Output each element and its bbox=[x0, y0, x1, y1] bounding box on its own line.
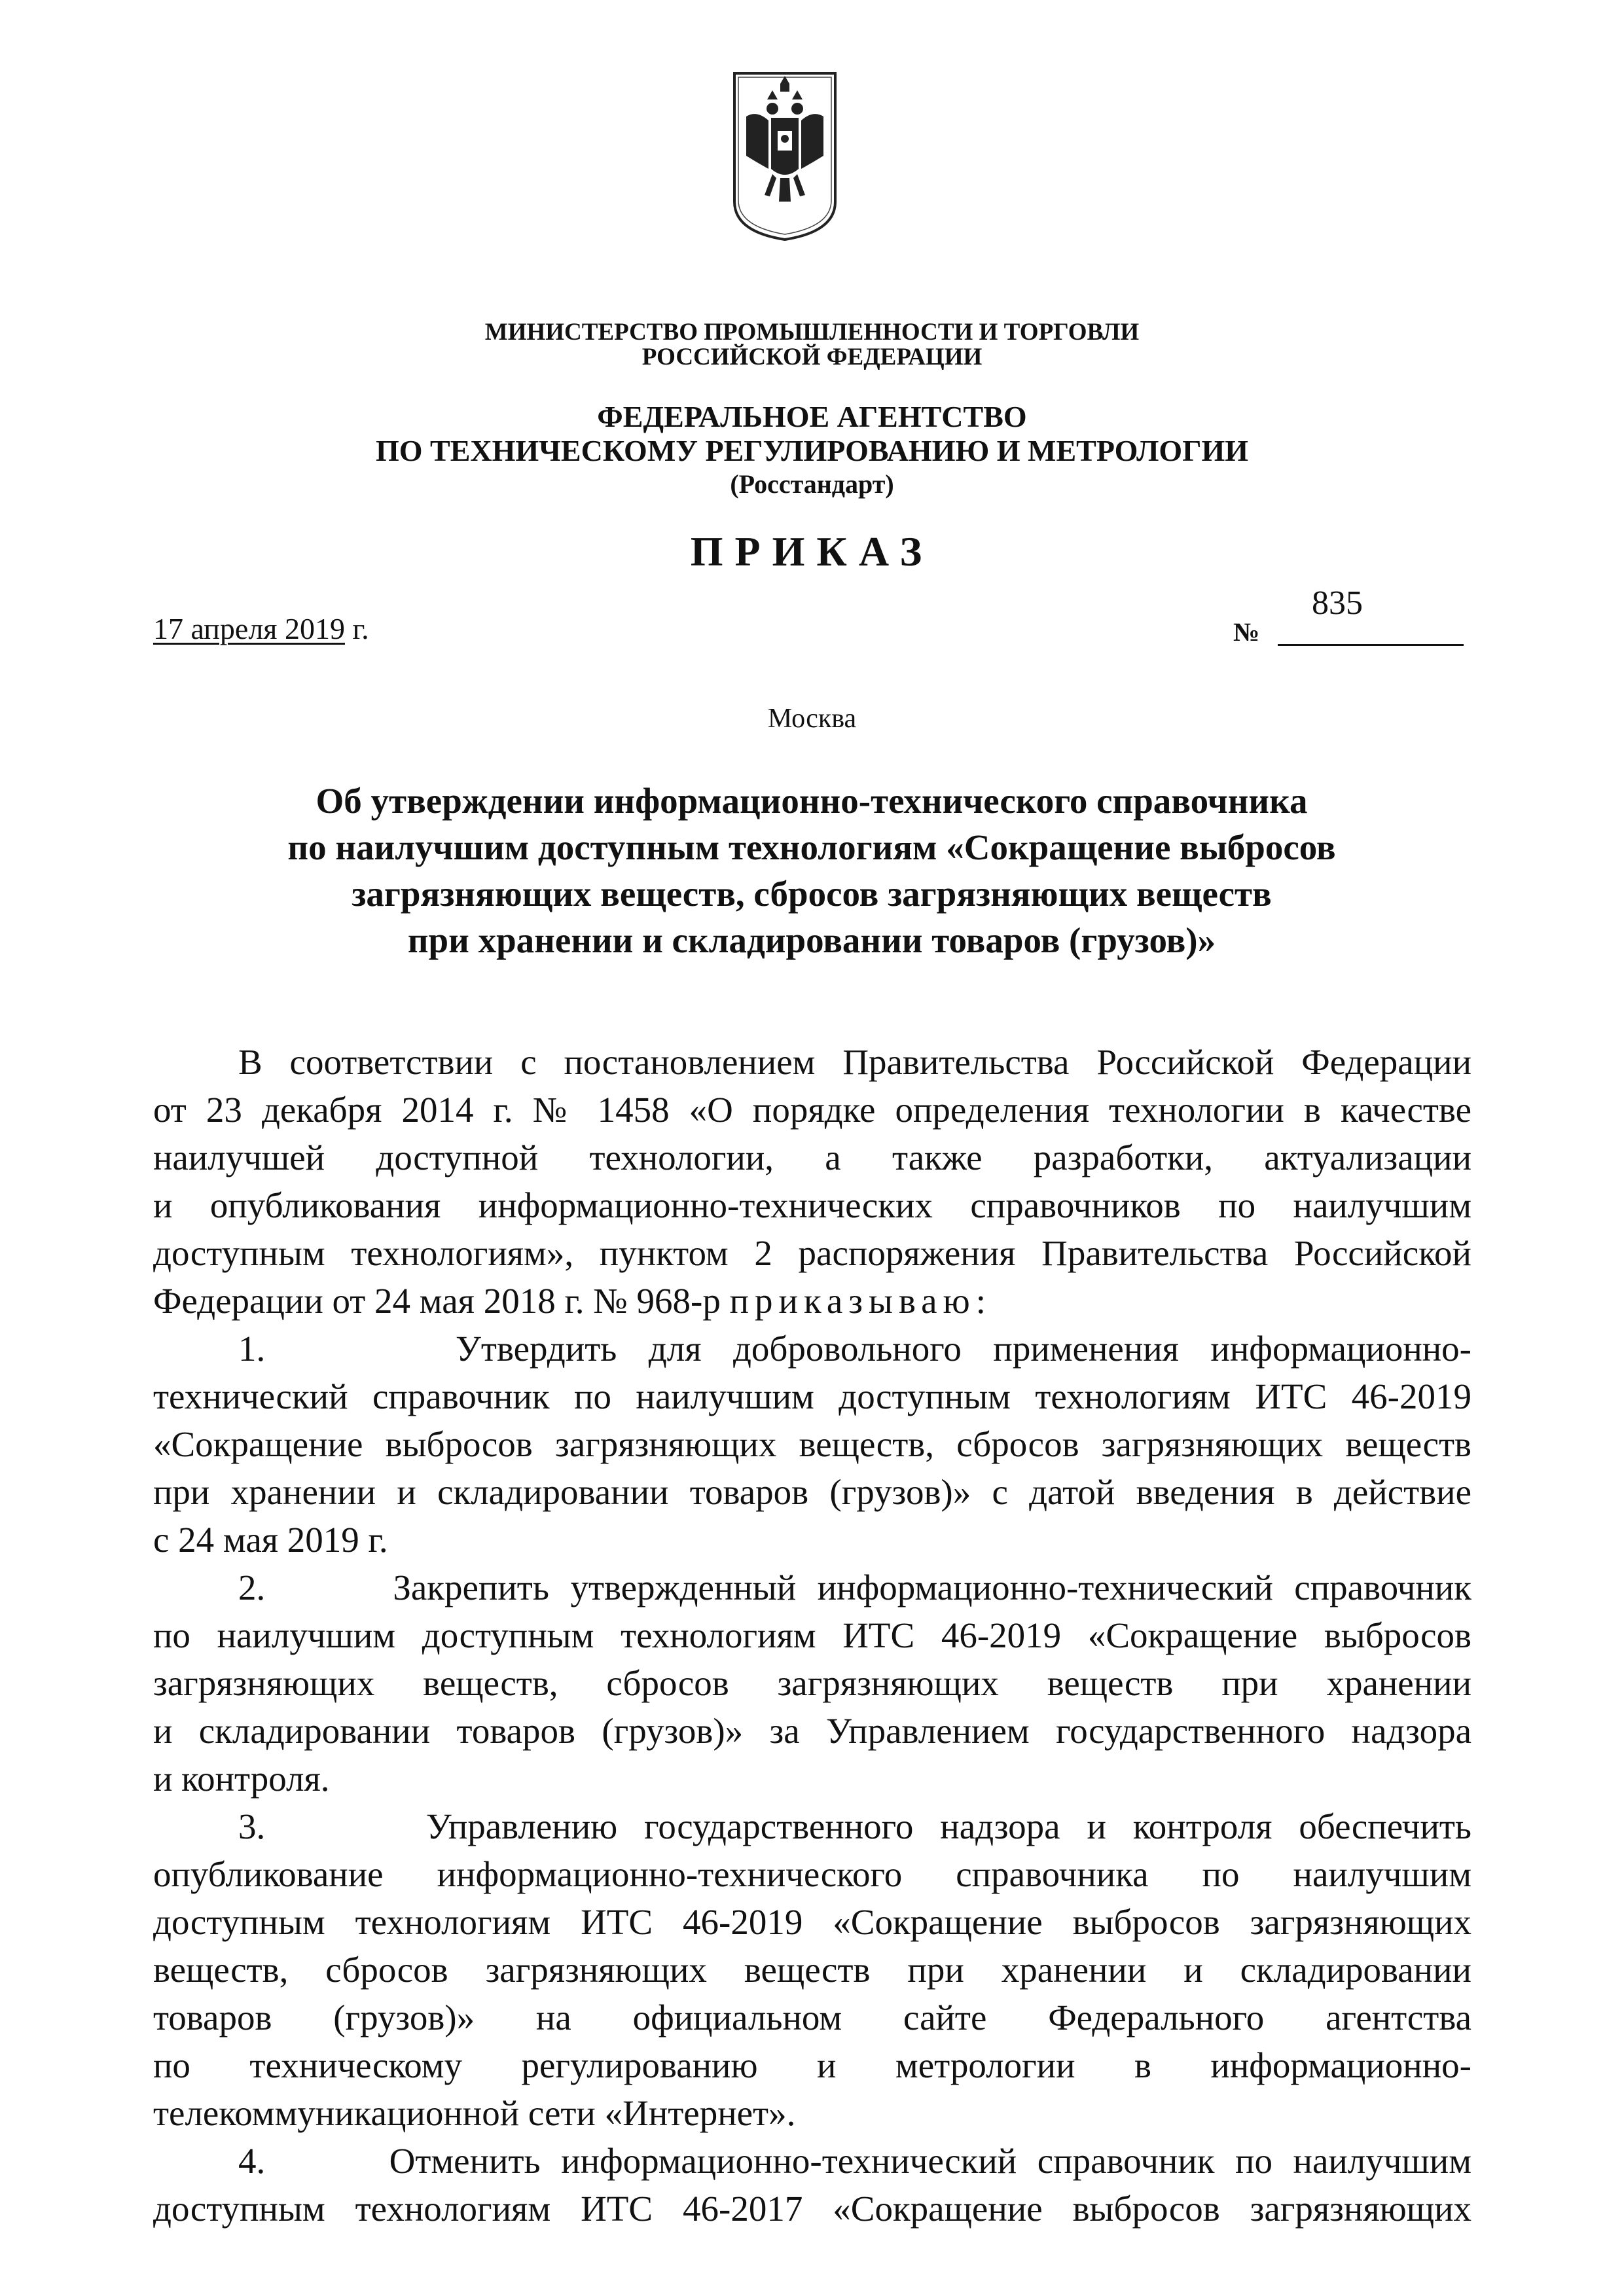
agency-name-line2: ПО ТЕХНИЧЕСКОМУ РЕГУЛИРОВАНИЮ И МЕТРОЛОГИИ bbox=[375, 434, 1249, 467]
body-line: наилучшей доступной технологии, а также разработки, актуализации bbox=[153, 1138, 1471, 1177]
order-clause-verb: приказываю bbox=[729, 1281, 976, 1321]
item1-line: при хранении и складировании товаров (грузов)» с датой введения в действие bbox=[153, 1472, 1471, 1512]
order-title-line: Об утверждении информационно-технического справочника bbox=[316, 781, 1308, 821]
body-line: и опубликования информационно-технических справочников по наилучшим bbox=[153, 1185, 1471, 1225]
agency-short-name: (Росстандарт) bbox=[730, 469, 894, 499]
item3-line: опубликование информационно-технического справочника по наилучшим bbox=[153, 1854, 1471, 1894]
item3-line: по техническому регулированию и метрологии в информационно- bbox=[153, 2045, 1471, 2085]
order-date-handwritten: 17 апреля 2019 bbox=[153, 612, 345, 645]
item1-line: 1. Утвердить для добровольного применения информационно- bbox=[238, 1329, 1471, 1369]
coat-of-arms-emblem-icon bbox=[731, 71, 839, 242]
item2-line: и контроля. bbox=[153, 1759, 330, 1799]
body-line: В соответствии с постановлением Правительства Российской Федерации bbox=[238, 1042, 1471, 1082]
item1-line: с 24 мая 2019 г. bbox=[153, 1520, 388, 1560]
item3-line: доступным технологиям ИТС 46-2019 «Сокращение выбросов загрязняющих bbox=[153, 1902, 1471, 1942]
order-date bbox=[153, 611, 369, 646]
document-type-heading: ПРИКАЗ bbox=[690, 528, 934, 575]
item2-line: 2. Закрепить утвержденный информационно-технический справочник bbox=[238, 1568, 1471, 1607]
body-line-order-clause bbox=[153, 1277, 1471, 1325]
order-clause-suffix: : bbox=[975, 1281, 986, 1321]
item2-line: загрязняющих веществ, сбросов загрязняющих веществ при хранении bbox=[153, 1663, 1471, 1703]
order-title-line: загрязняющих веществ, сбросов загрязняющих веществ bbox=[352, 874, 1272, 914]
order-title bbox=[157, 778, 1466, 963]
order-date-suffix: г. bbox=[344, 612, 369, 645]
item2-line: и складировании товаров (грузов)» за Управлением государственного надзора bbox=[153, 1711, 1471, 1751]
order-title-line: по наилучшим доступным технологиям «Сокращение выбросов bbox=[287, 827, 1336, 867]
agency-name-line1: ФЕДЕРАЛЬНОЕ АГЕНТСТВО bbox=[597, 400, 1027, 433]
order-clause-prefix: Федерации от 24 мая 2018 г. № 968-р bbox=[153, 1281, 730, 1321]
item3-line: веществ, сбросов загрязняющих веществ при хранении и складировании bbox=[153, 1950, 1471, 1990]
item1-line: технический справочник по наилучшим доступным технологиям ИТС 46-2019 bbox=[153, 1376, 1471, 1416]
body-line: от 23 декабря 2014 г. № 1458 «О порядке определения технологии в качестве bbox=[153, 1090, 1471, 1130]
order-number: 835 bbox=[1312, 584, 1363, 622]
order-number-sign: № bbox=[1233, 617, 1260, 647]
item3-line: телекоммуникационной сети «Интернет». bbox=[153, 2093, 796, 2133]
item4-line: доступным технологиям ИТС 46-2017 «Сокращение выбросов загрязняющих bbox=[153, 2189, 1471, 2229]
order-body bbox=[153, 1038, 1471, 2233]
item2-line: по наилучшим доступным технологиям ИТС 46-2019 «Сокращение выбросов bbox=[153, 1615, 1471, 1655]
order-title-line: при хранении и складировании товаров (грузов)» bbox=[407, 920, 1216, 960]
issue-city: Москва bbox=[767, 704, 857, 734]
ministry-name-line1: МИНИСТЕРСТВО ПРОМЫШЛЕННОСТИ И ТОРГОВЛИ bbox=[484, 319, 1140, 346]
item3-line: 3. Управлению государственного надзора и контроля обеспечить bbox=[238, 1806, 1471, 1846]
item3-line: товаров (грузов)» на официальном сайте Федерального агентства bbox=[153, 1998, 1471, 2037]
ministry-name-line2: РОССИЙСКОЙ ФЕДЕРАЦИИ bbox=[641, 344, 983, 370]
item4-line: 4. Отменить информационно-технический справочник по наилучшим bbox=[238, 2141, 1471, 2181]
body-line: доступным технологиям», пунктом 2 распоряжения Правительства Российской bbox=[153, 1233, 1471, 1273]
order-number-underline bbox=[1278, 644, 1464, 646]
item1-line: «Сокращение выбросов загрязняющих веществ, сбросов загрязняющих веществ bbox=[153, 1424, 1471, 1464]
